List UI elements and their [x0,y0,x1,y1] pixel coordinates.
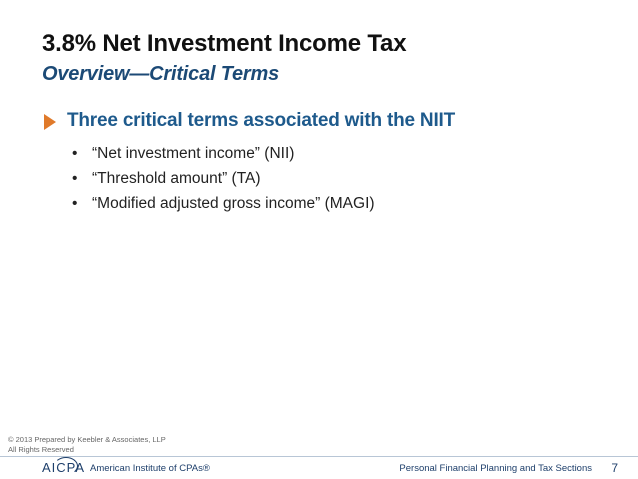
section-name: Personal Financial Planning and Tax Sections [399,463,592,474]
list-item [72,166,375,191]
arrow-bullet-icon [44,114,56,130]
bullet-dot-icon: • [72,170,78,187]
list-item [72,191,375,216]
bullet-dot-icon: • [72,145,78,162]
slide-subtitle: Overview—Critical Terms [42,63,279,85]
slide-title: 3.8% Net Investment Income Tax [42,30,407,57]
copyright-notice [8,435,166,455]
term-nii: “Net investment income” (NII) [92,145,295,162]
term-ta: “Threshold amount” (TA) [92,170,261,187]
list-item [72,141,375,166]
footer-divider [0,456,638,457]
bullet-dot-icon: • [72,195,78,212]
page-number: 7 [611,461,618,475]
organization-name: American Institute of CPAs® [90,463,210,474]
aicpa-logo: AICPA [42,460,86,475]
copyright-line: © 2013 Prepared by Keebler & Associates, LLP [8,435,166,444]
main-bullet-point: Three critical terms associated with the NIIT [67,110,456,131]
rights-line: All Rights Reserved [8,445,74,454]
term-magi: “Modified adjusted gross income” (MAGI) [92,195,375,212]
critical-terms-list [72,141,375,216]
